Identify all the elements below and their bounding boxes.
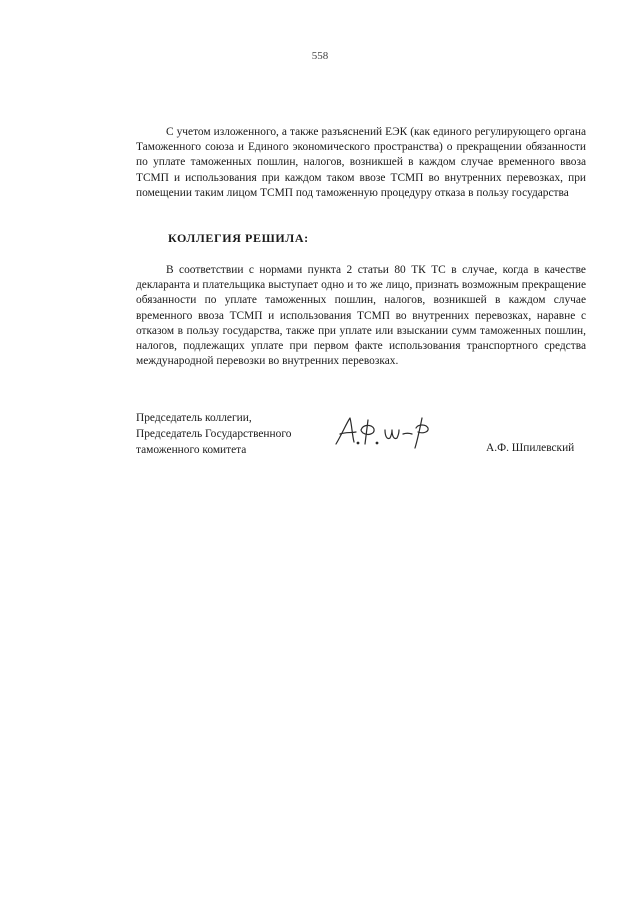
signatory-title-line-2: Председатель Государственного xyxy=(136,428,292,440)
signatory-title-line-3: таможенного комитета xyxy=(136,444,247,456)
handwritten-signature xyxy=(330,412,435,452)
signatory-title-line-1: Председатель коллегии, xyxy=(136,412,252,424)
signer-name: А.Ф. Шпилевский xyxy=(486,442,575,454)
signatory-titles xyxy=(136,410,291,458)
body-paragraph-decision: В соответствии с нормами пункта 2 статьи 80 ТК ТС в случае, когда в качестве декларанта и плательщика выступает одно и то же лицо, признать возможным прекращение обязанности по уплате таможенных пошлин, налогов, возникшей в каждом случае временного ввоза ТСМП и использования ТСМП во внутренних перевозках, наравне с отказом в пользу государства, также при уплате или взыскании сумм таможенных пошлин, налогов, подлежащих уплате при первом факте использования транспортного средства международной перевозки во внутренних перевозках. xyxy=(136,264,586,368)
decision-heading: КОЛЛЕГИЯ РЕШИЛА: xyxy=(168,231,309,245)
page-number: 558 xyxy=(311,50,329,62)
body-paragraph-considering: С учетом изложенного, а также разъяснений ЕЭК (как единого регулирующего органа Таможенного союза и Единого экономического пространства) о прекращении обязанности по уплате таможенных пошлин, налогов, возникшей в каждом случае временного ввоза ТСМП и использования при каждом таком ввозе ТСМП во внутренних перевозках, при помещении таким лицом ТСМП под таможенную процедуру отказа в пользу государства xyxy=(136,126,586,199)
